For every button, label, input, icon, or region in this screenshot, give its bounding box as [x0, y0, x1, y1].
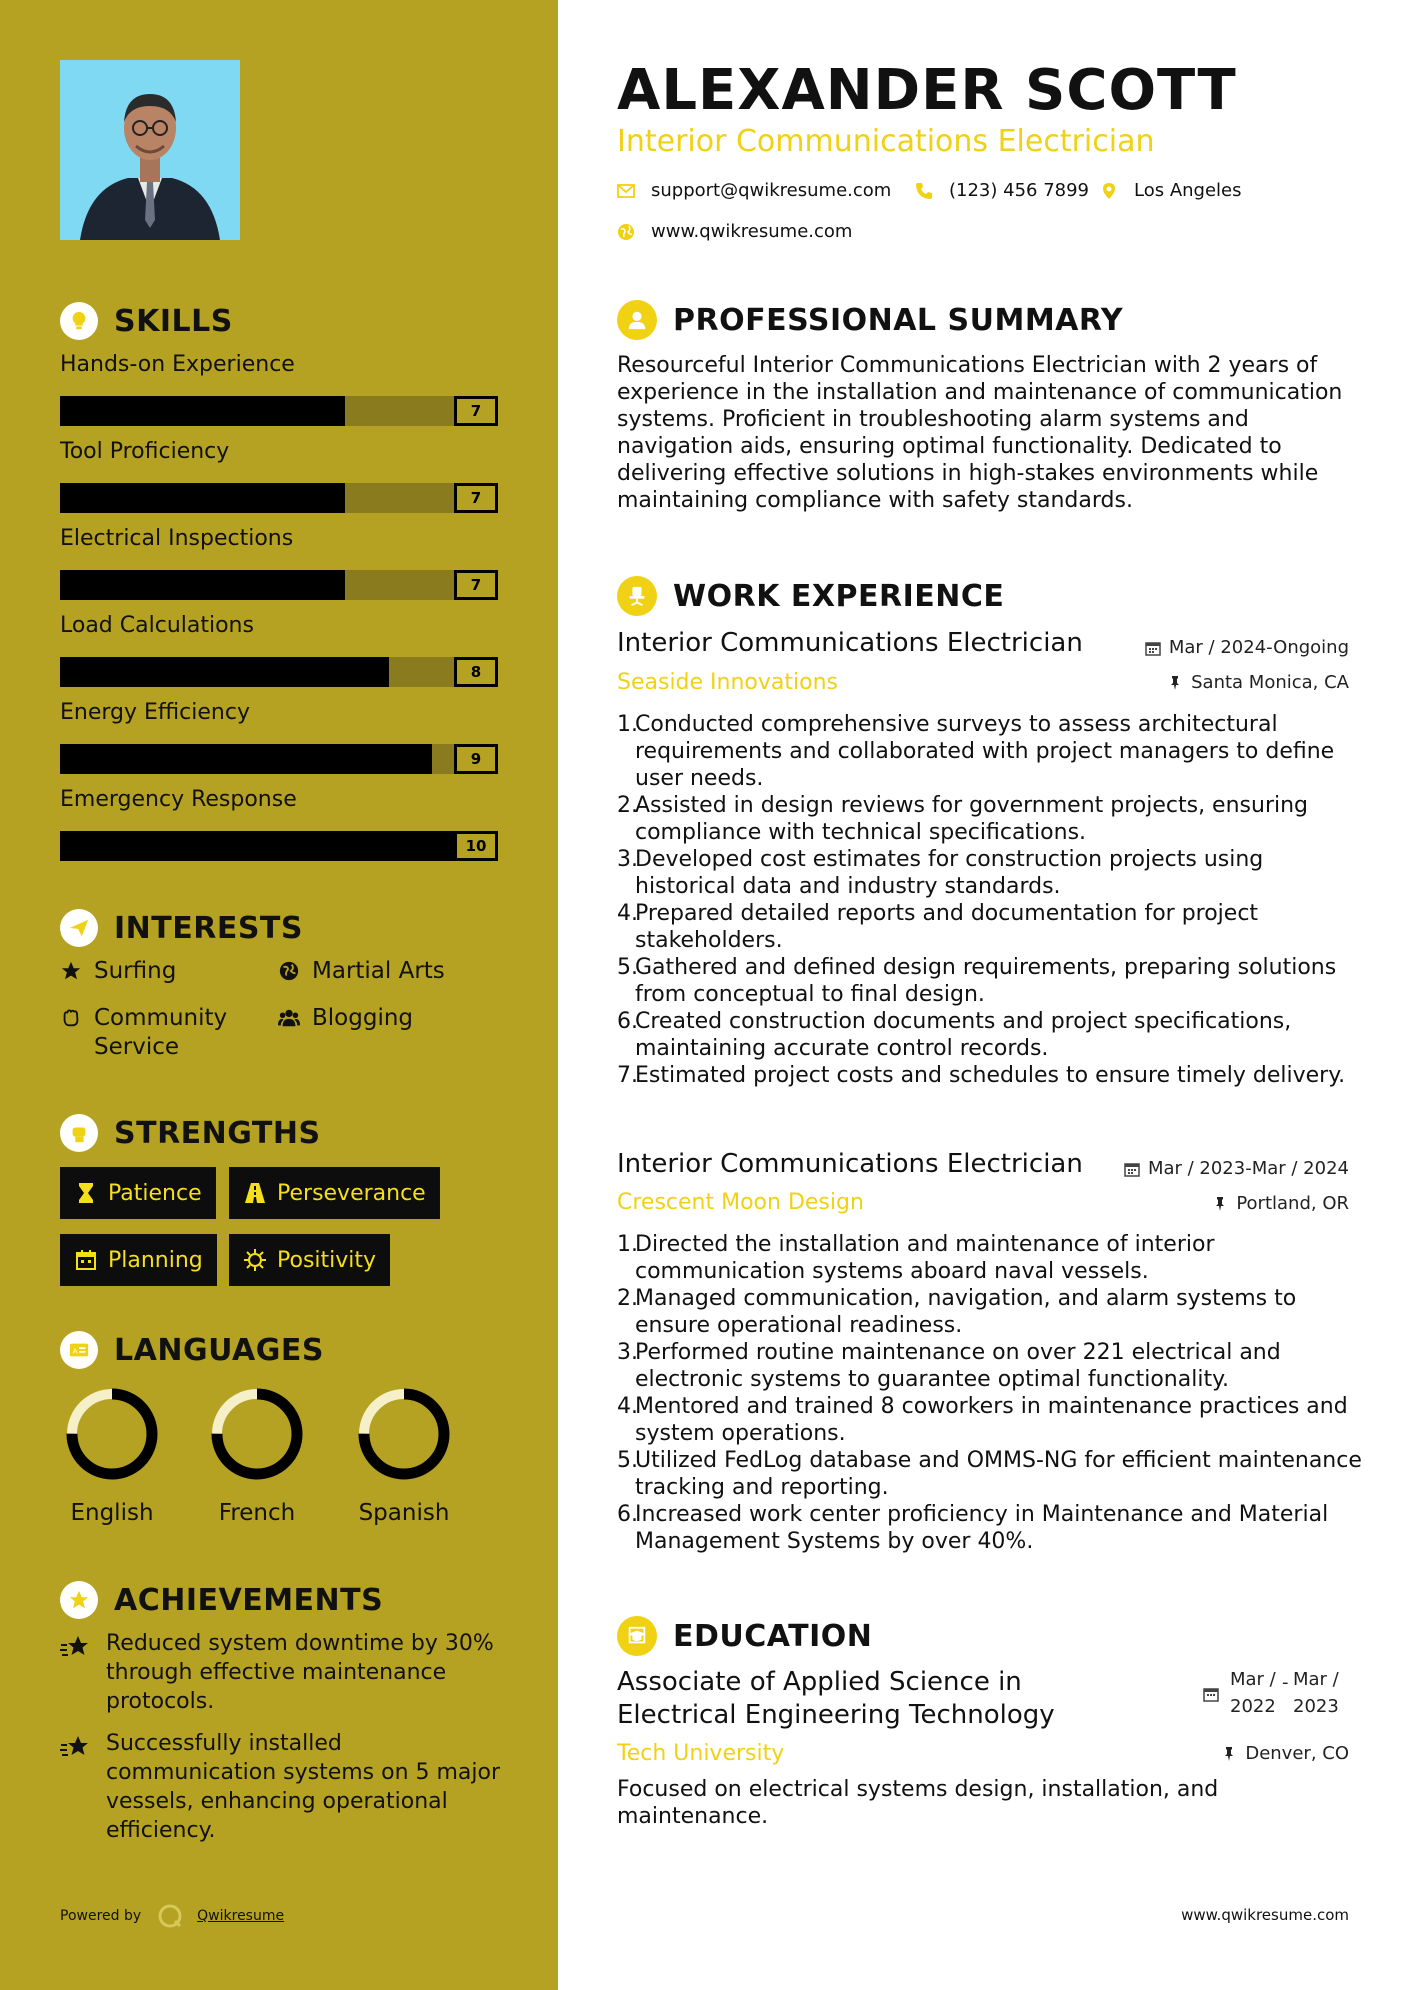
- interest-surfing: [60, 957, 176, 986]
- pushpin-icon: [1221, 1746, 1237, 1762]
- strength-label: Patience: [108, 1180, 202, 1206]
- education-location-text: Denver, CO: [1245, 1743, 1349, 1764]
- contact-phone[interactable]: [915, 180, 1089, 201]
- language-name: French: [218, 1500, 296, 1526]
- star-icon: [60, 960, 82, 982]
- education-degree: Associate of Applied Science in Electrical Engineering Technology: [617, 1667, 1055, 1730]
- language-level-ring: [64, 1386, 160, 1482]
- achievement-item: [60, 1629, 510, 1716]
- sun-icon: [243, 1248, 267, 1272]
- skill-bar: [60, 483, 498, 513]
- skill-name: Hands-on Experience: [60, 352, 295, 377]
- job-location: [1212, 1193, 1349, 1214]
- phone-text: (123) 456 7899: [949, 180, 1090, 201]
- skill-level: 8: [454, 657, 498, 687]
- strengths-title: STRENGTHS: [114, 1115, 321, 1151]
- footer-website-link[interactable]: www.qwikresume.com: [1181, 1906, 1349, 1924]
- achievements-title: ACHIEVEMENTS: [114, 1582, 384, 1618]
- skill-bar: [60, 396, 498, 426]
- skill-item: [60, 787, 498, 861]
- language-item: [354, 1386, 454, 1526]
- job-company: Crescent Moon Design: [617, 1190, 864, 1215]
- interest-community-service: [60, 1004, 227, 1062]
- skill-name: Tool Proficiency: [60, 439, 230, 464]
- qwikresume-logo-icon: [157, 1903, 183, 1929]
- duty-item: [617, 711, 1362, 792]
- duty-item: [617, 1501, 1362, 1555]
- job-location-text: Portland, OR: [1236, 1193, 1349, 1214]
- interest-label: Surfing: [94, 958, 177, 984]
- skills-heading: [60, 302, 233, 340]
- pushpin-icon: [1212, 1196, 1228, 1212]
- skill-level: 7: [454, 483, 498, 513]
- duty-text: Mentored and trained 8 coworkers in maintenance practices and system operations.: [635, 1394, 1348, 1446]
- skill-bar-fill: [60, 831, 476, 861]
- skill-name: Emergency Response: [60, 787, 297, 812]
- job-role: Interior Communications Electrician: [617, 628, 1083, 658]
- job-duties: [617, 711, 1362, 1089]
- contact-location: [1100, 180, 1242, 201]
- shooting-star-icon: [60, 1633, 92, 1661]
- achievement-text: Successfully installed communication systems on 5 major vessels, enhancing operational efficiency.: [106, 1731, 501, 1843]
- hand-icon: [60, 1007, 82, 1029]
- duty-number: 1.: [617, 1232, 638, 1257]
- road-icon: [243, 1181, 267, 1205]
- strength-label: Perseverance: [277, 1180, 426, 1206]
- duty-text: Directed the installation and maintenance of interior communication systems aboard naval vessels.: [635, 1232, 1215, 1284]
- language-name: Spanish: [358, 1500, 450, 1526]
- achievements-heading: [60, 1581, 383, 1619]
- duty-number: 4.: [617, 901, 638, 926]
- calendar-icon: [74, 1248, 98, 1272]
- candidate-title: Interior Communications Electrician: [617, 124, 1155, 159]
- duty-text: Assisted in design reviews for government projects, ensuring compliance with technical specifications.: [635, 793, 1309, 845]
- star-badge-icon: [60, 1581, 98, 1619]
- pushpin-icon: [1167, 675, 1183, 691]
- skill-level: 7: [454, 570, 498, 600]
- duty-number: 3.: [617, 847, 638, 872]
- duty-item: [617, 900, 1362, 954]
- duty-number: 5.: [617, 1448, 638, 1473]
- duty-item: [617, 792, 1362, 846]
- duty-item: [617, 1062, 1362, 1089]
- interest-label: Blogging: [312, 1005, 414, 1031]
- job-location: [1167, 672, 1349, 693]
- skill-bar-fill: [60, 570, 345, 600]
- sidebar: [0, 0, 558, 1990]
- skill-item: [60, 700, 498, 774]
- duty-text: Performed routine maintenance on over 221 electrical and electronic systems to guarantee optimal functionality.: [635, 1340, 1281, 1392]
- calendar-icon: [1145, 640, 1161, 656]
- languages-title: LANGUAGES: [114, 1332, 324, 1368]
- duty-item: [617, 1231, 1362, 1285]
- skill-level: 10: [454, 831, 498, 861]
- map-pin-icon: [1100, 182, 1118, 200]
- duty-text: Managed communication, navigation, and alarm systems to ensure operational readiness.: [635, 1286, 1297, 1338]
- graduation-cap-icon: [617, 1616, 657, 1656]
- skill-name: Electrical Inspections: [60, 526, 294, 551]
- duty-number: 2.: [617, 1286, 638, 1311]
- skill-item: [60, 352, 498, 426]
- skill-name: Load Calculations: [60, 613, 254, 638]
- interest-blogging: [278, 1004, 413, 1033]
- skill-bar-fill: [60, 657, 389, 687]
- interest-martial-arts: [278, 957, 445, 986]
- skill-bar: [60, 831, 498, 861]
- duty-number: 1.: [617, 712, 638, 737]
- location-text: Los Angeles: [1134, 180, 1242, 201]
- summary-heading: [617, 300, 1123, 340]
- svg-text:A: A: [72, 1346, 78, 1356]
- achievement-text: Reduced system downtime by 30% through effective maintenance protocols.: [106, 1631, 494, 1714]
- skill-bar-fill: [60, 396, 345, 426]
- powered-by-brand-link[interactable]: Qwikresume: [197, 1908, 285, 1924]
- language-level-ring: [356, 1386, 452, 1482]
- skill-item: [60, 613, 498, 687]
- education-location: [1221, 1743, 1349, 1764]
- job-location-text: Santa Monica, CA: [1191, 672, 1349, 693]
- skill-bar-fill: [60, 744, 432, 774]
- powered-by: [60, 1903, 284, 1929]
- job-dates-text: Mar / 2024-Ongoing: [1168, 637, 1349, 658]
- powered-by-label: Powered by: [60, 1908, 142, 1924]
- job-dates: [1124, 1158, 1349, 1179]
- phone-icon: [915, 182, 933, 200]
- strength-patience: [60, 1167, 216, 1219]
- duty-item: [617, 1447, 1362, 1501]
- duty-text: Gathered and defined design requirements, preparing solutions from conceptual to final design.: [635, 955, 1337, 1007]
- education-end: Mar / 2023: [1293, 1669, 1339, 1717]
- lightbulb-icon: [60, 302, 98, 340]
- candidate-name: ALEXANDER SCOTT: [617, 58, 1237, 123]
- duty-text: Estimated project costs and schedules to ensure timely delivery.: [635, 1063, 1346, 1088]
- skill-name: Energy Efficiency: [60, 700, 250, 725]
- duty-item: [617, 1285, 1362, 1339]
- skill-bar: [60, 570, 498, 600]
- globe-icon: [617, 223, 635, 241]
- interests-title: INTERESTS: [114, 910, 303, 946]
- strength-label: Positivity: [277, 1247, 377, 1273]
- education-school: Tech University: [617, 1741, 785, 1766]
- duty-text: Utilized FedLog database and OMMS-NG for efficient maintenance tracking and reporting.: [635, 1448, 1362, 1500]
- globe-icon: [278, 960, 300, 982]
- skill-bar-fill: [60, 483, 345, 513]
- strength-label: Planning: [108, 1247, 203, 1273]
- experience-title: WORK EXPERIENCE: [673, 578, 1005, 614]
- profile-photo: [60, 60, 240, 240]
- interest-label: Community Service: [94, 1005, 228, 1060]
- language-item: [62, 1386, 162, 1526]
- education-description: Focused on electrical systems design, installation, and maintenance.: [617, 1777, 1219, 1829]
- duty-text: Increased work center proficiency in Maintenance and Material Management Systems by over 40%.: [635, 1502, 1329, 1554]
- job-role: Interior Communications Electrician: [617, 1149, 1083, 1179]
- education-heading: [617, 1616, 872, 1656]
- interests-heading: [60, 909, 303, 947]
- summary-text: Resourceful Interior Communications Electrician with 2 years of experience in the installation and maintenance of communication systems. Proficient in troubleshooting alarm systems and navigation aids, ensuring optimal functionality. Dedicated to delivering effective solutions in high-stakes environments while maintaining compliance with safety standards.: [617, 353, 1343, 513]
- job-dates-text: Mar / 2023-Mar / 2024: [1147, 1158, 1349, 1179]
- calendar-icon: [1124, 1161, 1140, 1177]
- strengths-heading: [60, 1114, 321, 1152]
- duty-item: [617, 1393, 1362, 1447]
- duty-text: Prepared detailed reports and documentation for project stakeholders.: [635, 901, 1259, 953]
- chair-icon: [617, 576, 657, 616]
- language-level-ring: [209, 1386, 305, 1482]
- duty-number: 6.: [617, 1009, 638, 1034]
- job-duties: [617, 1231, 1362, 1555]
- fist-icon: [60, 1114, 98, 1152]
- job-company: Seaside Innovations: [617, 670, 838, 695]
- education-start: Mar / 2022: [1230, 1669, 1276, 1717]
- language-item: [207, 1386, 307, 1526]
- hourglass-icon: [74, 1181, 98, 1205]
- duty-text: Created construction documents and project specifications, maintaining accurate control records.: [635, 1009, 1292, 1061]
- duty-item: [617, 1339, 1362, 1393]
- duty-number: 5.: [617, 955, 638, 980]
- duty-number: 2.: [617, 793, 638, 818]
- duty-item: [617, 954, 1362, 1008]
- experience-heading: [617, 576, 1004, 616]
- envelope-icon: [617, 182, 635, 200]
- user-icon: [617, 300, 657, 340]
- duty-text: Conducted comprehensive surveys to assess architectural requirements and collaborated with project managers to define user needs.: [635, 712, 1335, 791]
- calendar-icon: [1203, 1686, 1219, 1706]
- job-dates: [1145, 637, 1349, 658]
- contact-website[interactable]: [617, 221, 852, 242]
- achievement-item: [60, 1729, 510, 1845]
- interest-label: Martial Arts: [312, 958, 445, 984]
- duty-text: Developed cost estimates for construction projects using historical data and industry standards.: [635, 847, 1264, 899]
- strength-planning: [60, 1234, 217, 1286]
- duty-number: 4.: [617, 1394, 638, 1419]
- skill-bar: [60, 744, 498, 774]
- duty-item: [617, 1008, 1362, 1062]
- strength-perseverance: [229, 1167, 440, 1219]
- summary-title: PROFESSIONAL SUMMARY: [673, 302, 1124, 338]
- skill-item: [60, 439, 498, 513]
- skill-bar: [60, 657, 498, 687]
- language-name: English: [70, 1500, 154, 1526]
- languages-heading: [60, 1331, 324, 1369]
- skill-item: [60, 526, 498, 600]
- skill-level: 9: [454, 744, 498, 774]
- skill-level: 7: [454, 396, 498, 426]
- education-title: EDUCATION: [673, 1618, 873, 1654]
- duty-item: [617, 846, 1362, 900]
- contact-email[interactable]: [617, 180, 891, 201]
- skills-title: SKILLS: [114, 303, 233, 339]
- email-text: support@qwikresume.com: [651, 180, 892, 201]
- duty-number: 7.: [617, 1063, 638, 1088]
- language-card-icon: [60, 1331, 98, 1369]
- users-icon: [278, 1007, 300, 1029]
- date-separator: -: [1282, 1672, 1289, 1693]
- shooting-star-icon: [60, 1733, 92, 1761]
- website-text: www.qwikresume.com: [651, 221, 853, 242]
- duty-number: 3.: [617, 1340, 638, 1365]
- paper-plane-icon: [60, 909, 98, 947]
- duty-number: 6.: [617, 1502, 638, 1527]
- strength-positivity: [229, 1234, 390, 1286]
